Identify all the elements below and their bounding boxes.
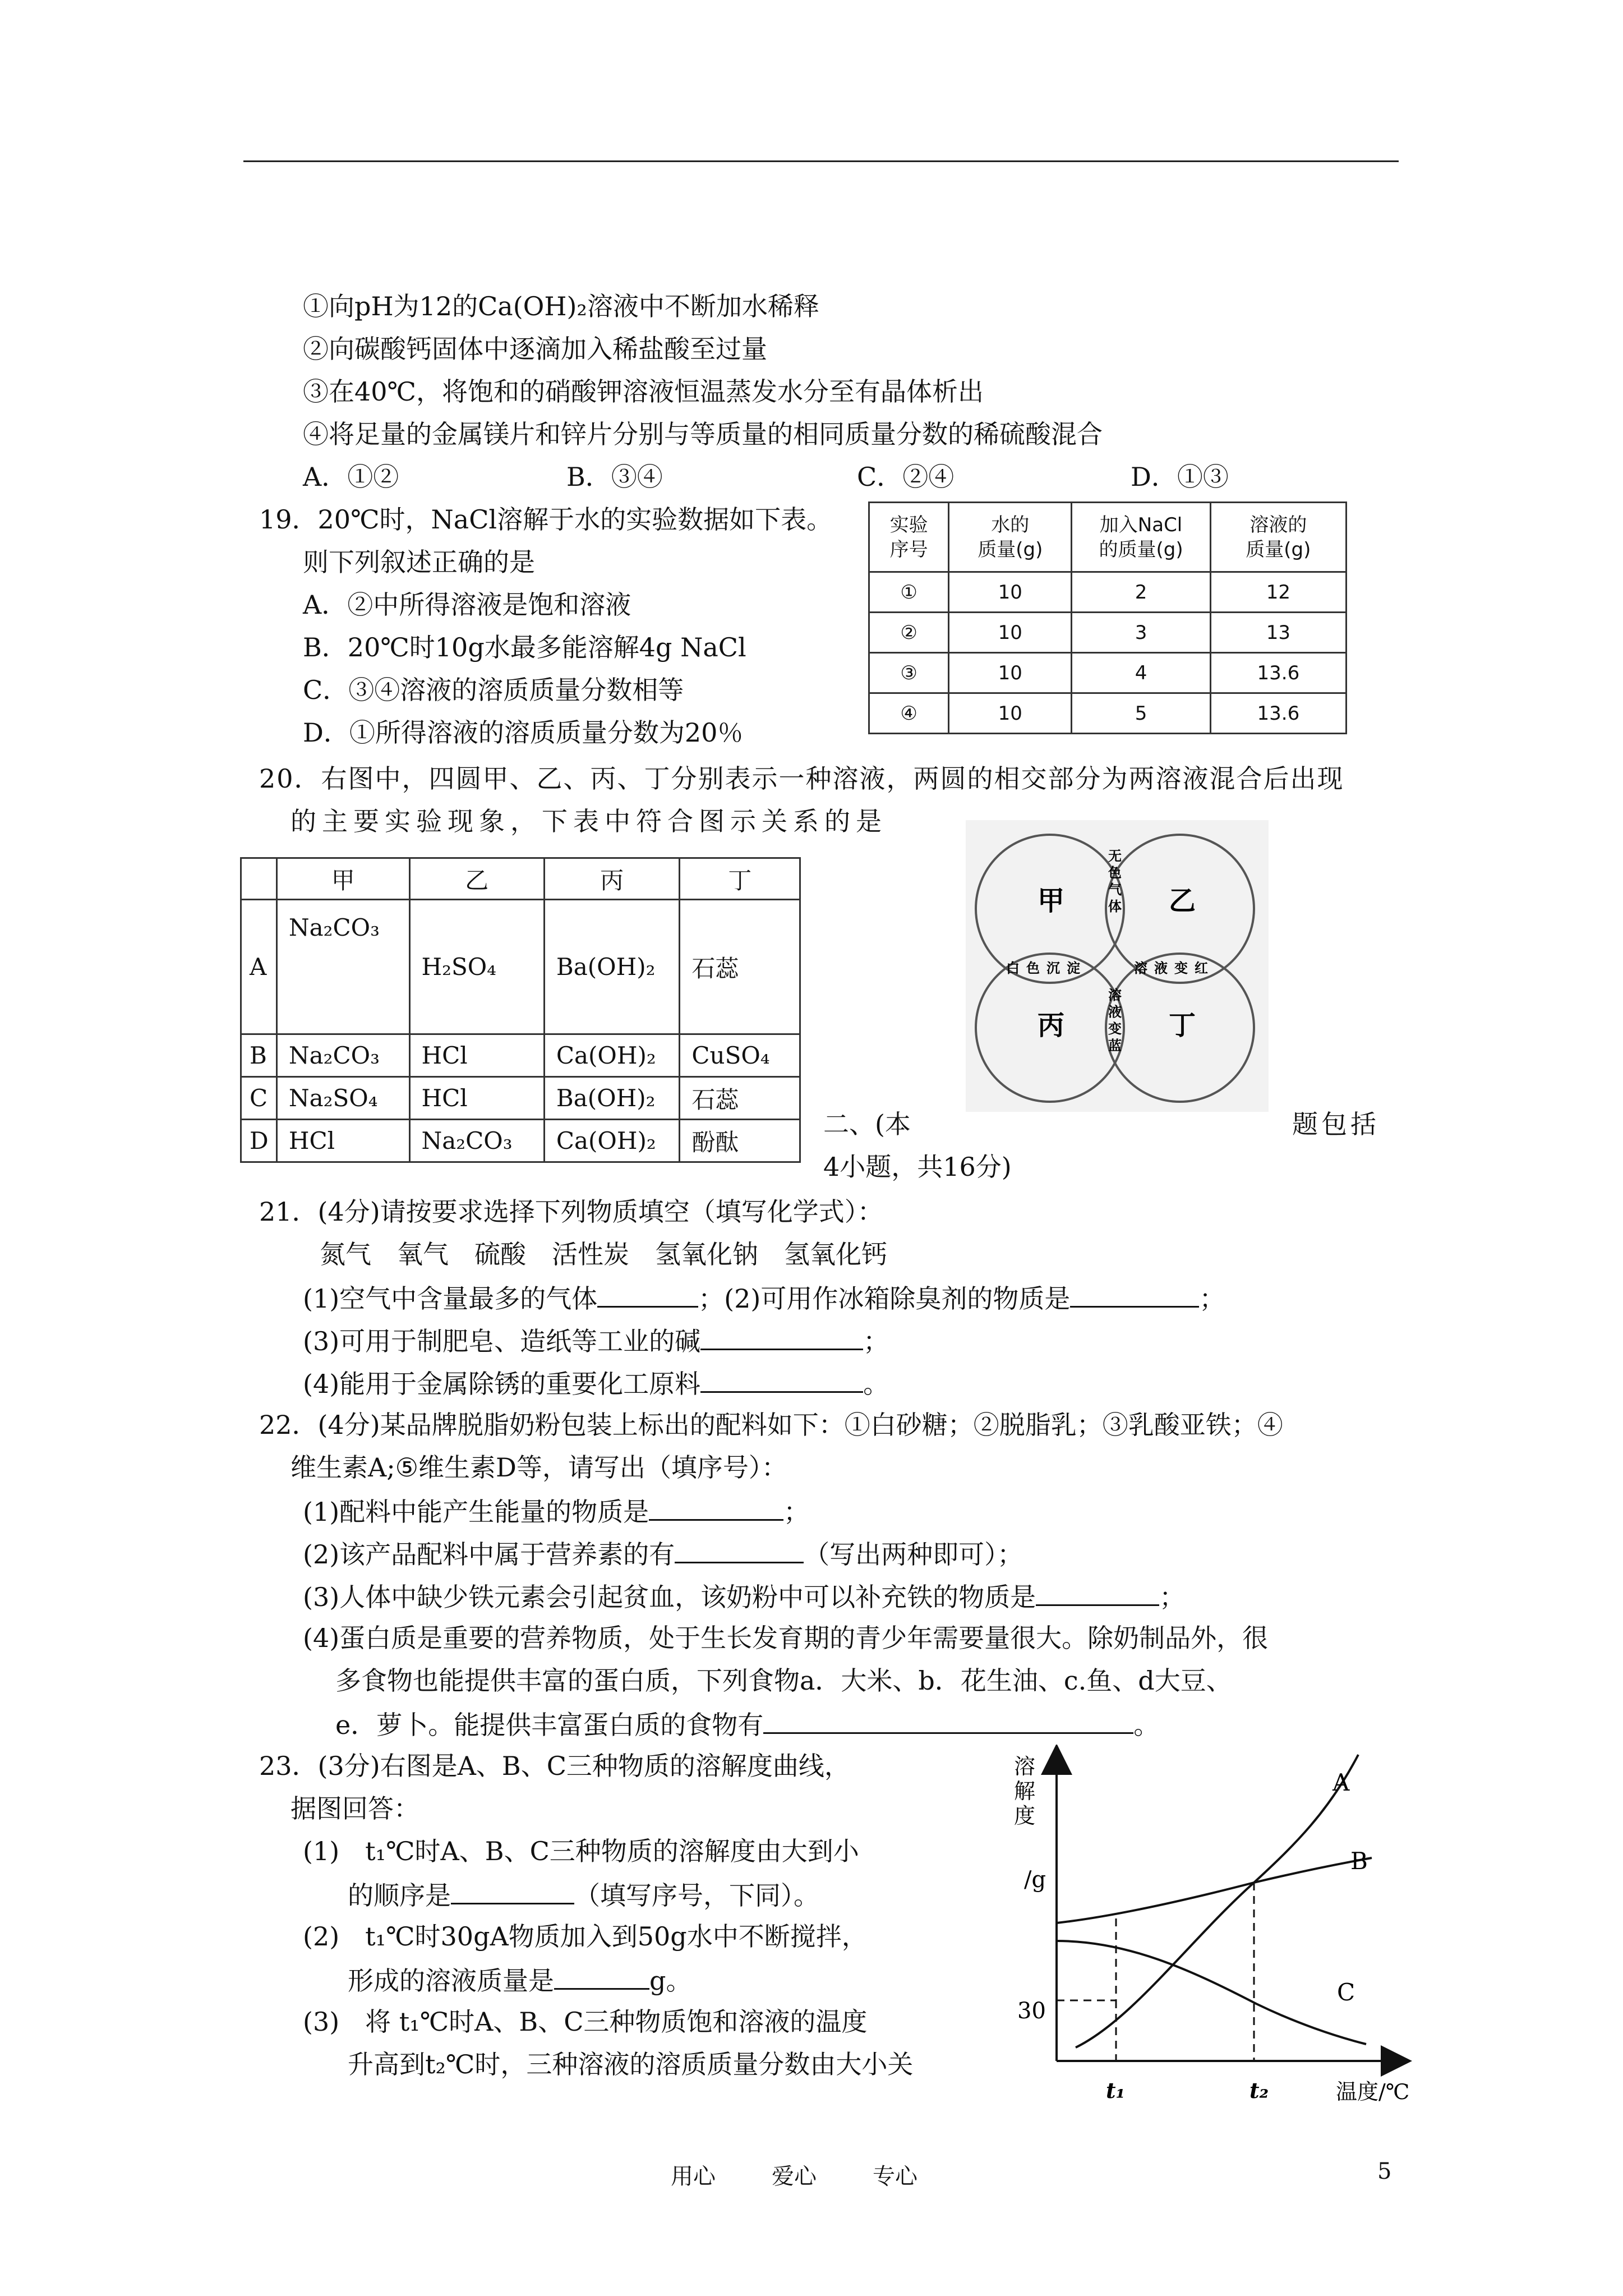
table-row: ④ 10 5 13.6 xyxy=(869,693,1347,734)
q23-stem-1: 23．(3分)右图是A、B、C三种物质的溶解度曲线， xyxy=(259,1751,850,1781)
option-4: ④将足量的金属镁片和锌片分别与等质量的相同质量分数的稀硫酸混合 xyxy=(303,419,1103,449)
answer-blank[interactable] xyxy=(700,1366,863,1393)
q23-part-2-line-2: 形成的溶液质量是 g。 xyxy=(348,1963,691,1996)
q19-stem-2: 则下列叙述正确的是 xyxy=(303,547,535,577)
q21-stem: 21．(4分)请按要求选择下列物质填空（填写化学式）： xyxy=(259,1197,883,1227)
x-tick-t2: t₂ xyxy=(1249,2078,1269,2103)
option-3: ③在40℃，将饱和的硝酸钾溶液恒温蒸发水分至有晶体析出 xyxy=(303,376,984,407)
choice-a: A．①② xyxy=(303,462,399,492)
q22-stem-2: 维生素A;⑤维生素D等，请写出（填序号）： xyxy=(291,1452,787,1483)
table-row: D HCl Na₂CO₃ Ca(OH)₂ 酚酞 xyxy=(241,1120,800,1162)
q23-stem-2: 据图回答： xyxy=(291,1793,419,1824)
q21-line-3: (4)能用于金属除锈的重要化工原料 。 xyxy=(303,1366,889,1400)
answer-blank[interactable] xyxy=(675,1537,804,1563)
x-tick-t1: t₁ xyxy=(1106,2078,1126,2103)
section-title-part-2: 题包括 xyxy=(1292,1109,1380,1139)
q23-part-3-line-1: (3) 将 t₁℃时A、B、C三种物质饱和溶液的温度 xyxy=(303,2007,868,2037)
right-overlap-label: 溶液变红 xyxy=(1134,960,1215,976)
curve-a xyxy=(1076,1755,1358,2047)
table-row: ③ 10 4 13.6 xyxy=(869,653,1347,693)
svg-text:液: 液 xyxy=(1108,1004,1122,1020)
q21-substances: 氮气 氧气 硫酸 活性炭 氢氧化钠 氢氧化钙 xyxy=(320,1239,887,1269)
q21-line-2: (3)可用于制肥皂、造纸等工业的碱 ； xyxy=(303,1324,889,1357)
header-rule xyxy=(243,160,1399,162)
footer-motto-2: 爱心 xyxy=(772,2164,817,2189)
answer-blank[interactable] xyxy=(1070,1281,1199,1308)
svg-text:气: 气 xyxy=(1108,881,1122,898)
svg-text:溶: 溶 xyxy=(1108,987,1122,1003)
q23-part-3-line-2: 升高到t₂℃时，三种溶液的溶质质量分数由大小关 xyxy=(348,2049,914,2079)
answer-blank[interactable] xyxy=(1036,1580,1159,1606)
choice-c: C．②④ xyxy=(857,462,955,492)
svg-text:无: 无 xyxy=(1108,848,1122,864)
x-axis-label: 温度/℃ xyxy=(1336,2079,1410,2104)
q22-part-3: (3)人体中缺少铁元素会引起贫血，该奶粉中可以补充铁的物质是 ； xyxy=(303,1580,1185,1613)
q19-option-b: B．20℃时10g水最多能溶解4g NaCl xyxy=(303,632,746,662)
four-circle-diagram xyxy=(966,820,1269,1112)
table-row: B Na₂CO₃ HCl Ca(OH)₂ CuSO₄ xyxy=(241,1034,800,1077)
curve-c-label: C xyxy=(1337,1978,1355,2006)
q19-header-solution: 溶液的 质量(g) xyxy=(1210,503,1346,572)
q20-options-table: 甲 乙 丙 丁 A Na₂CO₃ H₂SO₄ Ba(OH)₂ 石蕊 B Na₂CO₃ HCl Ca(OH)₂ CuSO₄ C Na₂SO₄ HCl Ba(OH)₂ 石蕊 D HCl Na₂CO₃ Ca(OH)₂ 酚酞 xyxy=(240,857,801,1163)
section-title-part-1: 二、(本 xyxy=(823,1109,911,1139)
q19-option-c: C．③④溶液的溶质质量分数相等 xyxy=(303,675,684,705)
curve-a-label: A xyxy=(1332,1769,1350,1796)
page-number: 5 xyxy=(1377,2159,1392,2184)
q23-part-1-line-2: 的顺序是 （填写序号，下同）。 xyxy=(348,1878,819,1911)
footer-motto-3: 专心 xyxy=(873,2164,917,2189)
footer-motto-1: 用心 xyxy=(671,2164,716,2189)
option-2: ②向碳酸钙固体中逐滴加入稀盐酸至过量 xyxy=(303,334,767,364)
curve-c xyxy=(1057,1941,1366,2044)
q19-stem-1: 19．20℃时，NaCl溶解于水的实验数据如下表。 xyxy=(259,504,833,535)
q19-header-water: 水的 质量(g) xyxy=(949,503,1072,572)
answer-blank[interactable] xyxy=(451,1878,574,1904)
y-tick-30: 30 xyxy=(1017,1998,1046,2024)
q22-part-1: (1)配料中能产生能量的物质是 ； xyxy=(303,1494,809,1527)
option-1: ①向pH为12的Ca(OH)₂溶液中不断加水稀释 xyxy=(303,291,819,321)
choice-d: D．①③ xyxy=(1131,462,1229,492)
label-yi: 乙 xyxy=(1169,885,1196,917)
label-bing: 丙 xyxy=(1038,1010,1065,1041)
q20-stem-2: 的主要实验现象，下表中符合图示关系的是 xyxy=(291,806,887,836)
curve-b xyxy=(1057,1858,1372,1923)
answer-blank[interactable] xyxy=(597,1281,698,1308)
left-overlap-label: 白色沉淀 xyxy=(1006,960,1087,976)
section-title-line-2: 4小题，共16分) xyxy=(823,1152,1012,1182)
q19-header-nacl: 加入NaCl 的质量(g) xyxy=(1072,503,1210,572)
y-axis-label-char-1: 溶 xyxy=(1014,1754,1036,1779)
y-axis-unit: /g xyxy=(1024,1867,1046,1893)
choice-b: B．③④ xyxy=(566,462,663,492)
q22-part-4-line-2: 多食物也能提供丰富的蛋白质，下列食物a．大米、b．花生油、c.鱼、d大豆、 xyxy=(335,1665,1232,1696)
q22-stem-1: 22．(4分)某品牌脱脂奶粉包装上标出的配料如下：①白砂糖；②脱脂乳；③乳酸亚铁；④ xyxy=(259,1410,1283,1440)
table-row: A Na₂CO₃ H₂SO₄ Ba(OH)₂ 石蕊 xyxy=(241,900,800,1034)
q23-part-2-line-1: (2) t₁℃时30gA物质加入到50g水中不断搅拌， xyxy=(303,1921,868,1952)
q19-data-table xyxy=(868,501,1347,734)
q19-option-d: D．①所得溶液的溶质质量分数为20％ xyxy=(303,717,744,748)
q22-part-2: (2)该产品配料中属于营养素的有 （写出两种即可）； xyxy=(303,1537,1023,1570)
label-jia: 甲 xyxy=(1038,885,1065,917)
answer-blank[interactable] xyxy=(763,1708,1133,1734)
svg-text:蓝: 蓝 xyxy=(1108,1037,1122,1053)
table-row: ② 10 3 13 xyxy=(869,613,1347,653)
svg-text:色: 色 xyxy=(1108,864,1122,881)
answer-blank[interactable] xyxy=(700,1324,863,1350)
q19-option-a: A．②中所得溶液是饱和溶液 xyxy=(303,590,631,620)
y-axis-label-char-3: 度 xyxy=(1014,1803,1036,1828)
q20-stem-1: 20．右图中，四圆甲、乙、丙、丁分别表示一种溶液，两圆的相交部分为两溶液混合后出现 xyxy=(259,763,1344,794)
q22-part-4-line-1: (4)蛋白质是重要的营养物质，处于生长发育期的青少年需要量很大。除奶制品外，很 xyxy=(303,1623,1269,1653)
q22-part-4-line-3: e．萝卜。能提供丰富蛋白质的食物有 。 xyxy=(335,1708,1159,1741)
svg-text:体: 体 xyxy=(1108,898,1122,914)
answer-blank[interactable] xyxy=(649,1494,783,1521)
q19-header-trial: 实验 序号 xyxy=(869,503,949,572)
table-row: C Na₂SO₄ HCl Ba(OH)₂ 石蕊 xyxy=(241,1077,800,1120)
answer-blank[interactable] xyxy=(554,1963,649,1990)
curve-b-label: B xyxy=(1350,1847,1368,1875)
solubility-chart xyxy=(1004,1745,1430,2115)
label-ding: 丁 xyxy=(1169,1010,1196,1041)
q23-part-1-line-1: (1) t₁℃时A、B、C三种物质的溶解度由大到小 xyxy=(303,1836,859,1866)
table-row: ① 10 2 12 xyxy=(869,572,1347,613)
svg-text:变: 变 xyxy=(1108,1020,1122,1037)
q21-line-1: (1)空气中含量最多的气体 ；(2)可用作冰箱除臭剂的物质是 ； xyxy=(303,1281,1225,1314)
y-axis-label-char-2: 解 xyxy=(1014,1779,1036,1803)
